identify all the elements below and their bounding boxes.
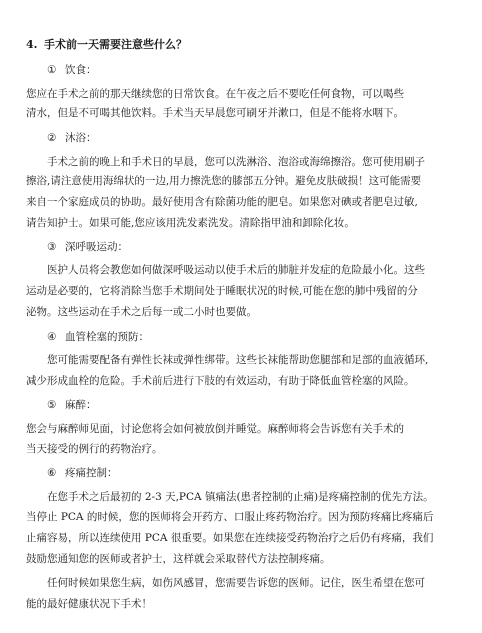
paragraph-line: 运动是必要的，它将消除当您手术期间处于睡眠状况的时候,可能在您的肺中残留的分 [26, 285, 418, 297]
paragraph-line: 手术之前的晚上和手术日的早晨，您可以洗淋浴、泡浴或海绵擦浴。您可使用刷子 [47, 156, 425, 168]
paragraph-line: 清水，但是不可喝其他饮料。手术当天早晨您可刷牙并漱口，但是不能将水咽下。 [26, 107, 404, 119]
paragraph-line: 请告知护士。如果可能,您应该用洗发素洗发。清除指甲油和卸除化妆。 [26, 217, 355, 229]
paragraph-line: 您可能需要配备有弹性长袜或弹性绑带。这些长袜能帮助您腿部和足部的血液循环, [47, 354, 429, 366]
paragraph-line: 止痛容易，所以连续使用 PCA 很重要。如果您在连续接受药物治疗之后仍有疼痛，我们 [26, 532, 434, 544]
section-marker: ② [47, 132, 57, 144]
section-title-text: 饮食： [65, 64, 97, 76]
section-marker: ① [47, 64, 57, 76]
paragraph-line: 来自一个家庭成员的协助。最好使用含有除菌功能的肥皂。如果您对碘或者肥皂过敏, [26, 196, 418, 208]
paragraph-line: 鼓励您通知您的医师或者护士，这样就会采取替代方法控制疼痛。 [26, 553, 331, 565]
section-title-text: 麻醉： [65, 399, 97, 411]
paragraph-line: 在您手术之后最初的 2-3 天,PCA 镇痛法(患者控制的止痛)是疼痛控制的优先方法。 [47, 491, 434, 503]
section-title-text: 沐浴： [65, 132, 97, 144]
section-marker: ④ [47, 331, 57, 343]
paragraph-line: 减少形成血栓的危险。手术前后进行下肢的有效运动，有助于降低血管栓塞的风险。 [26, 375, 415, 387]
section-marker: ⑥ [47, 467, 57, 479]
heading-number: 4. [26, 38, 38, 51]
paragraph-line: 您会与麻醉师见面，讨论您将会如何被放倒并睡觉。麻醉师将会告诉您有关手术的 [26, 423, 404, 435]
paragraph-line: 泌物。这些运动在手术之后每一或二小时也要做。 [26, 306, 257, 318]
heading-text: 手术前一天需要注意些什么？ [44, 38, 187, 51]
paragraph-line: 您应在手术之前的那天继续您的日常饮食。在午夜之后不要吃任何食物，可以喝些 [26, 88, 404, 100]
closing-line: 能的最好健康状况下手术！ [26, 598, 152, 610]
section-title-breathing [47, 240, 482, 254]
section-title-diet [47, 63, 482, 77]
section-title-pain-control [47, 466, 482, 480]
section-title-thrombosis [47, 330, 482, 344]
section-title-text: 血管栓塞的预防： [65, 331, 149, 343]
section-title-anesthesia [47, 398, 482, 412]
section-marker: ⑤ [47, 399, 57, 411]
paragraph-line: 当天接受的例行的药物治疗。 [26, 443, 163, 455]
closing-line: 任何时候如果您生病，如伤风感冒，您需要告诉您的医师。记住，医生希望在您可 [47, 577, 425, 589]
section-title-bathing [47, 131, 482, 145]
paragraph-line: 当停止 PCA 的时候，您的医师将会开药方、口服止疼药物治疗。因为预防疼痛比疼痛后 [26, 511, 434, 523]
section-title-text: 疼痛控制： [65, 467, 118, 479]
section-title-text: 深呼吸运动： [65, 241, 128, 253]
paragraph-line: 擦浴,请注意使用海绵状的一边,用力擦洗您的膝部五分钟。避免皮肤破损！这可能需要 [26, 175, 422, 187]
paragraph-line: 医护人员将会教您如何做深呼吸运动以使手术后的肺脏并发症的危险最小化。这些 [47, 264, 425, 276]
section-marker: ③ [47, 241, 57, 253]
question-heading [26, 38, 482, 52]
